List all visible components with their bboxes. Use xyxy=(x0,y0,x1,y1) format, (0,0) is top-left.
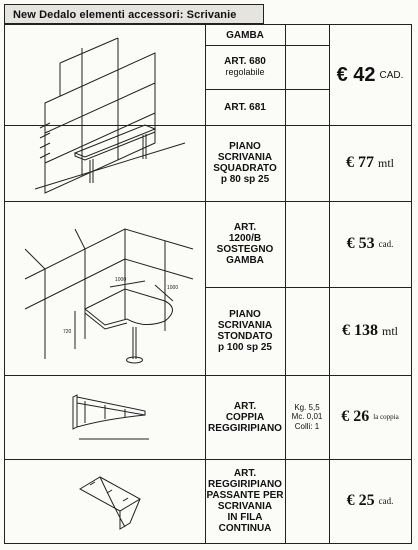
desc-art-681: ART. 681 xyxy=(224,101,266,113)
price-table xyxy=(4,24,412,544)
desc-reggiripiano-passante: ART. REGGIRIPIANO PASSANTE PER SCRIVANIA IN FILA CONTINUA xyxy=(206,468,284,534)
svg-text:720: 720 xyxy=(63,329,72,335)
desc-piano-stondato: PIANO SCRIVANIA STONDATO p 100 sp 25 xyxy=(217,309,273,353)
desk-leg-illustration xyxy=(15,33,195,199)
price-piano-stondato: € 138 mtl xyxy=(341,322,398,339)
svg-text:1000: 1000 xyxy=(115,277,127,283)
price-art-1200b: € 53 cad. xyxy=(346,235,394,252)
page-title: New Dedalo elementi accessori: Scrivanie xyxy=(4,4,264,24)
desc-art-680: ART. 680 regolabile xyxy=(224,56,266,77)
desc-coppia-reggiripiano: ART. COPPIA REGGIRIPIANO xyxy=(208,400,282,434)
spec-coppia-reggiripiano: Kg. 5,5 Mc. 0,01 Colli: 1 xyxy=(291,402,323,431)
price-coppia-reggiripiano: € 26 la coppia xyxy=(341,408,399,425)
pass-through-bracket-illustration xyxy=(65,469,165,537)
desc-piano-squadrato: PIANO SCRIVANIA SQUADRATO p 80 sp 25 xyxy=(213,141,277,185)
desc-art-1200b: ART. 1200/B SOSTEGNO GAMBA xyxy=(216,222,274,266)
price-piano-squadrato: € 77 mtl xyxy=(345,154,394,171)
desc-gamba: GAMBA xyxy=(226,29,264,41)
price-gamba: € 42 CAD. xyxy=(336,63,404,86)
rounded-desk-illustration xyxy=(15,209,199,373)
price-reggiripiano-passante: € 25 cad. xyxy=(346,492,394,509)
svg-text:1000: 1000 xyxy=(167,285,179,291)
shelf-bracket-illustration xyxy=(65,389,155,445)
column-divider xyxy=(285,25,286,543)
